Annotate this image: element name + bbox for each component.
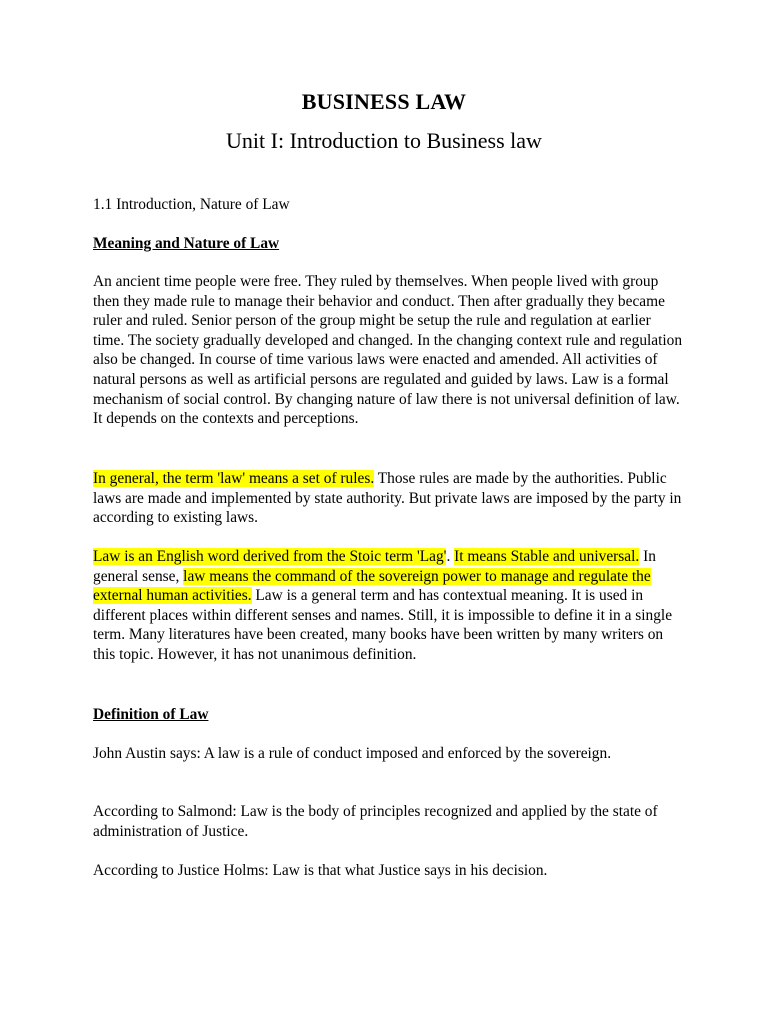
highlight-text: law means the command of the sovereign power to manage and regulate the external human activities. <box>93 567 651 605</box>
paragraph-general-term <box>93 469 683 528</box>
highlight-text: Law is an English word derived from the Stoic term 'Lag' <box>93 548 447 565</box>
highlight-text: In general, the term 'law' means a set of rules. <box>93 470 375 487</box>
highlight-text: It means Stable and universal. <box>454 548 640 565</box>
definition-salmond: According to Salmond: Law is the body of principles recognized and applied by the state of administration of Justice. <box>93 803 658 840</box>
definition-holms: According to Justice Holms: Law is that what Justice says in his decision. <box>93 862 548 879</box>
paragraph-ancient-time: An ancient time people were free. They ruled by themselves. When people lived with group then they made rule to manage their behavior and conduct. Then after gradually they became ruler and ruled. Senior person of the group might be setup the rule and regulation at earlier time. The society gradually developed and changed. In the changing context rule and regulation also be changed. In course of time various laws were enacted and amended. All activities of natural persons as well as artificial persons are regulated and guided by laws. Law is a formal mechanism of social control. By changing nature of law there is not universal definition of law. It depends on the contexts and perceptions. <box>93 273 683 428</box>
document-title: BUSINESS LAW <box>301 89 467 114</box>
paragraph-text: In general sense, <box>93 548 656 585</box>
heading-meaning-nature: Meaning and Nature of Law <box>93 235 280 252</box>
section-heading-intro: 1.1 Introduction, Nature of Law <box>93 196 290 213</box>
paragraph-text: Law is a general term and has contextual meaning. It is used in different places within different senses and names. Still, it is impossible to define it in a single term. Many literatures have been created, many books have been written by many writers on this topic. However, it has not unanimous definition. <box>93 587 673 663</box>
unit-subtitle: Unit I: Introduction to Business law <box>226 128 542 153</box>
paragraph-text: Those rules are made by the authorities. Public laws are made and implemented by state authority. But private laws are imposed by the party in according to existing laws. <box>93 470 682 527</box>
heading-definition: Definition of Law <box>93 706 209 723</box>
definition-austin: John Austin says: A law is a rule of conduct imposed and enforced by the sovereign. <box>93 745 612 762</box>
paragraph-text: . <box>446 548 455 565</box>
paragraph-english-word <box>93 547 683 665</box>
